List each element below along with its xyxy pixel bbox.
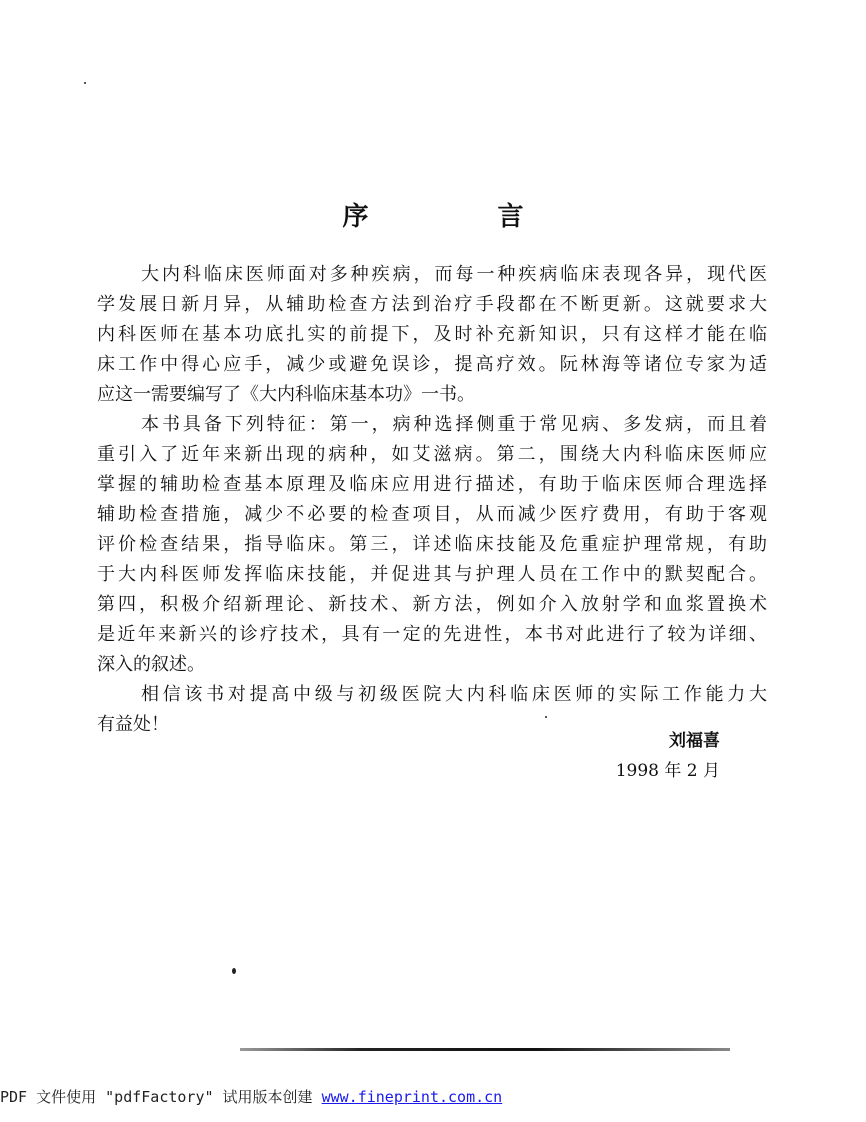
paragraph-2-line-5: 评价检查结果，指导临床。第三，详述临床技能及危重症护理常规，有助 [97, 534, 767, 555]
scan-speck [232, 968, 236, 974]
scan-bottom-rule [240, 1048, 730, 1051]
paragraph-1-line-2: 学发展日新月异，从辅助检查方法到治疗手段都在不断更新。这就要求大 [97, 294, 767, 315]
paragraph-2-line-7: 第四，积极介绍新理论、新技术、新方法，例如介入放射学和血浆置换术 [97, 594, 767, 615]
paragraph-1-line-3: 内科医师在基本功底扎实的前提下，及时补充新知识，只有这样才能在临 [97, 324, 767, 345]
paragraph-3-line-2: 有益处！ [97, 714, 169, 735]
signature-block [0, 726, 720, 786]
paragraph-2-line-2: 重引入了近年来新出现的病种，如艾滋病。第二，围绕大内科临床医师应 [97, 444, 767, 465]
fineprint-link[interactable]: www.fineprint.com.cn [321, 1088, 503, 1106]
author-name: 刘福喜 [669, 731, 720, 751]
paragraph-2-line-8: 是近年来新兴的诊疗技术，具有一定的先进性，本书对此进行了较为详细、 [97, 624, 767, 645]
paragraph-1-line-1: 大内科临床医师面对多种疾病，而每一种疾病临床表现各异，现代医 [141, 264, 767, 285]
paragraph-1-line-5: 应这一需要编写了《大内科临床基本功》一书。 [97, 384, 475, 405]
scan-speck [84, 82, 86, 84]
paragraph-2-line-1: 本书具备下列特征：第一，病种选择侧重于常见病、多发病，而且着 [141, 414, 767, 435]
page-title: 序 言 [342, 202, 584, 232]
scan-speck [545, 716, 547, 718]
paragraph-3-line-1: 相信该书对提高中级与初级医院大内科临床医师的实际工作能力大 [141, 684, 767, 705]
paragraph-2-line-4: 辅助检查措施，减少不必要的检查项目，从而减少医疗费用，有助于客观 [97, 504, 767, 525]
preface-body [97, 260, 767, 740]
footer-note: PDF 文件使用 "pdfFactory" 试用版本创建 [0, 1088, 322, 1106]
signature-date: 1998 年 2 月 [615, 761, 720, 781]
paragraph-2-line-6: 于大内科医师发挥临床技能，并促进其与护理人员在工作中的默契配合。 [97, 564, 767, 585]
pdf-footer [0, 1086, 866, 1107]
paragraph-1-line-4: 床工作中得心应手，减少或避免误诊，提高疗效。阮林海等诸位专家为适 [97, 354, 767, 375]
paragraph-2-line-3: 掌握的辅助检查基本原理及临床应用进行描述，有助于临床医师合理选择 [97, 474, 767, 495]
paragraph-2-line-9: 深入的叙述。 [97, 654, 205, 675]
